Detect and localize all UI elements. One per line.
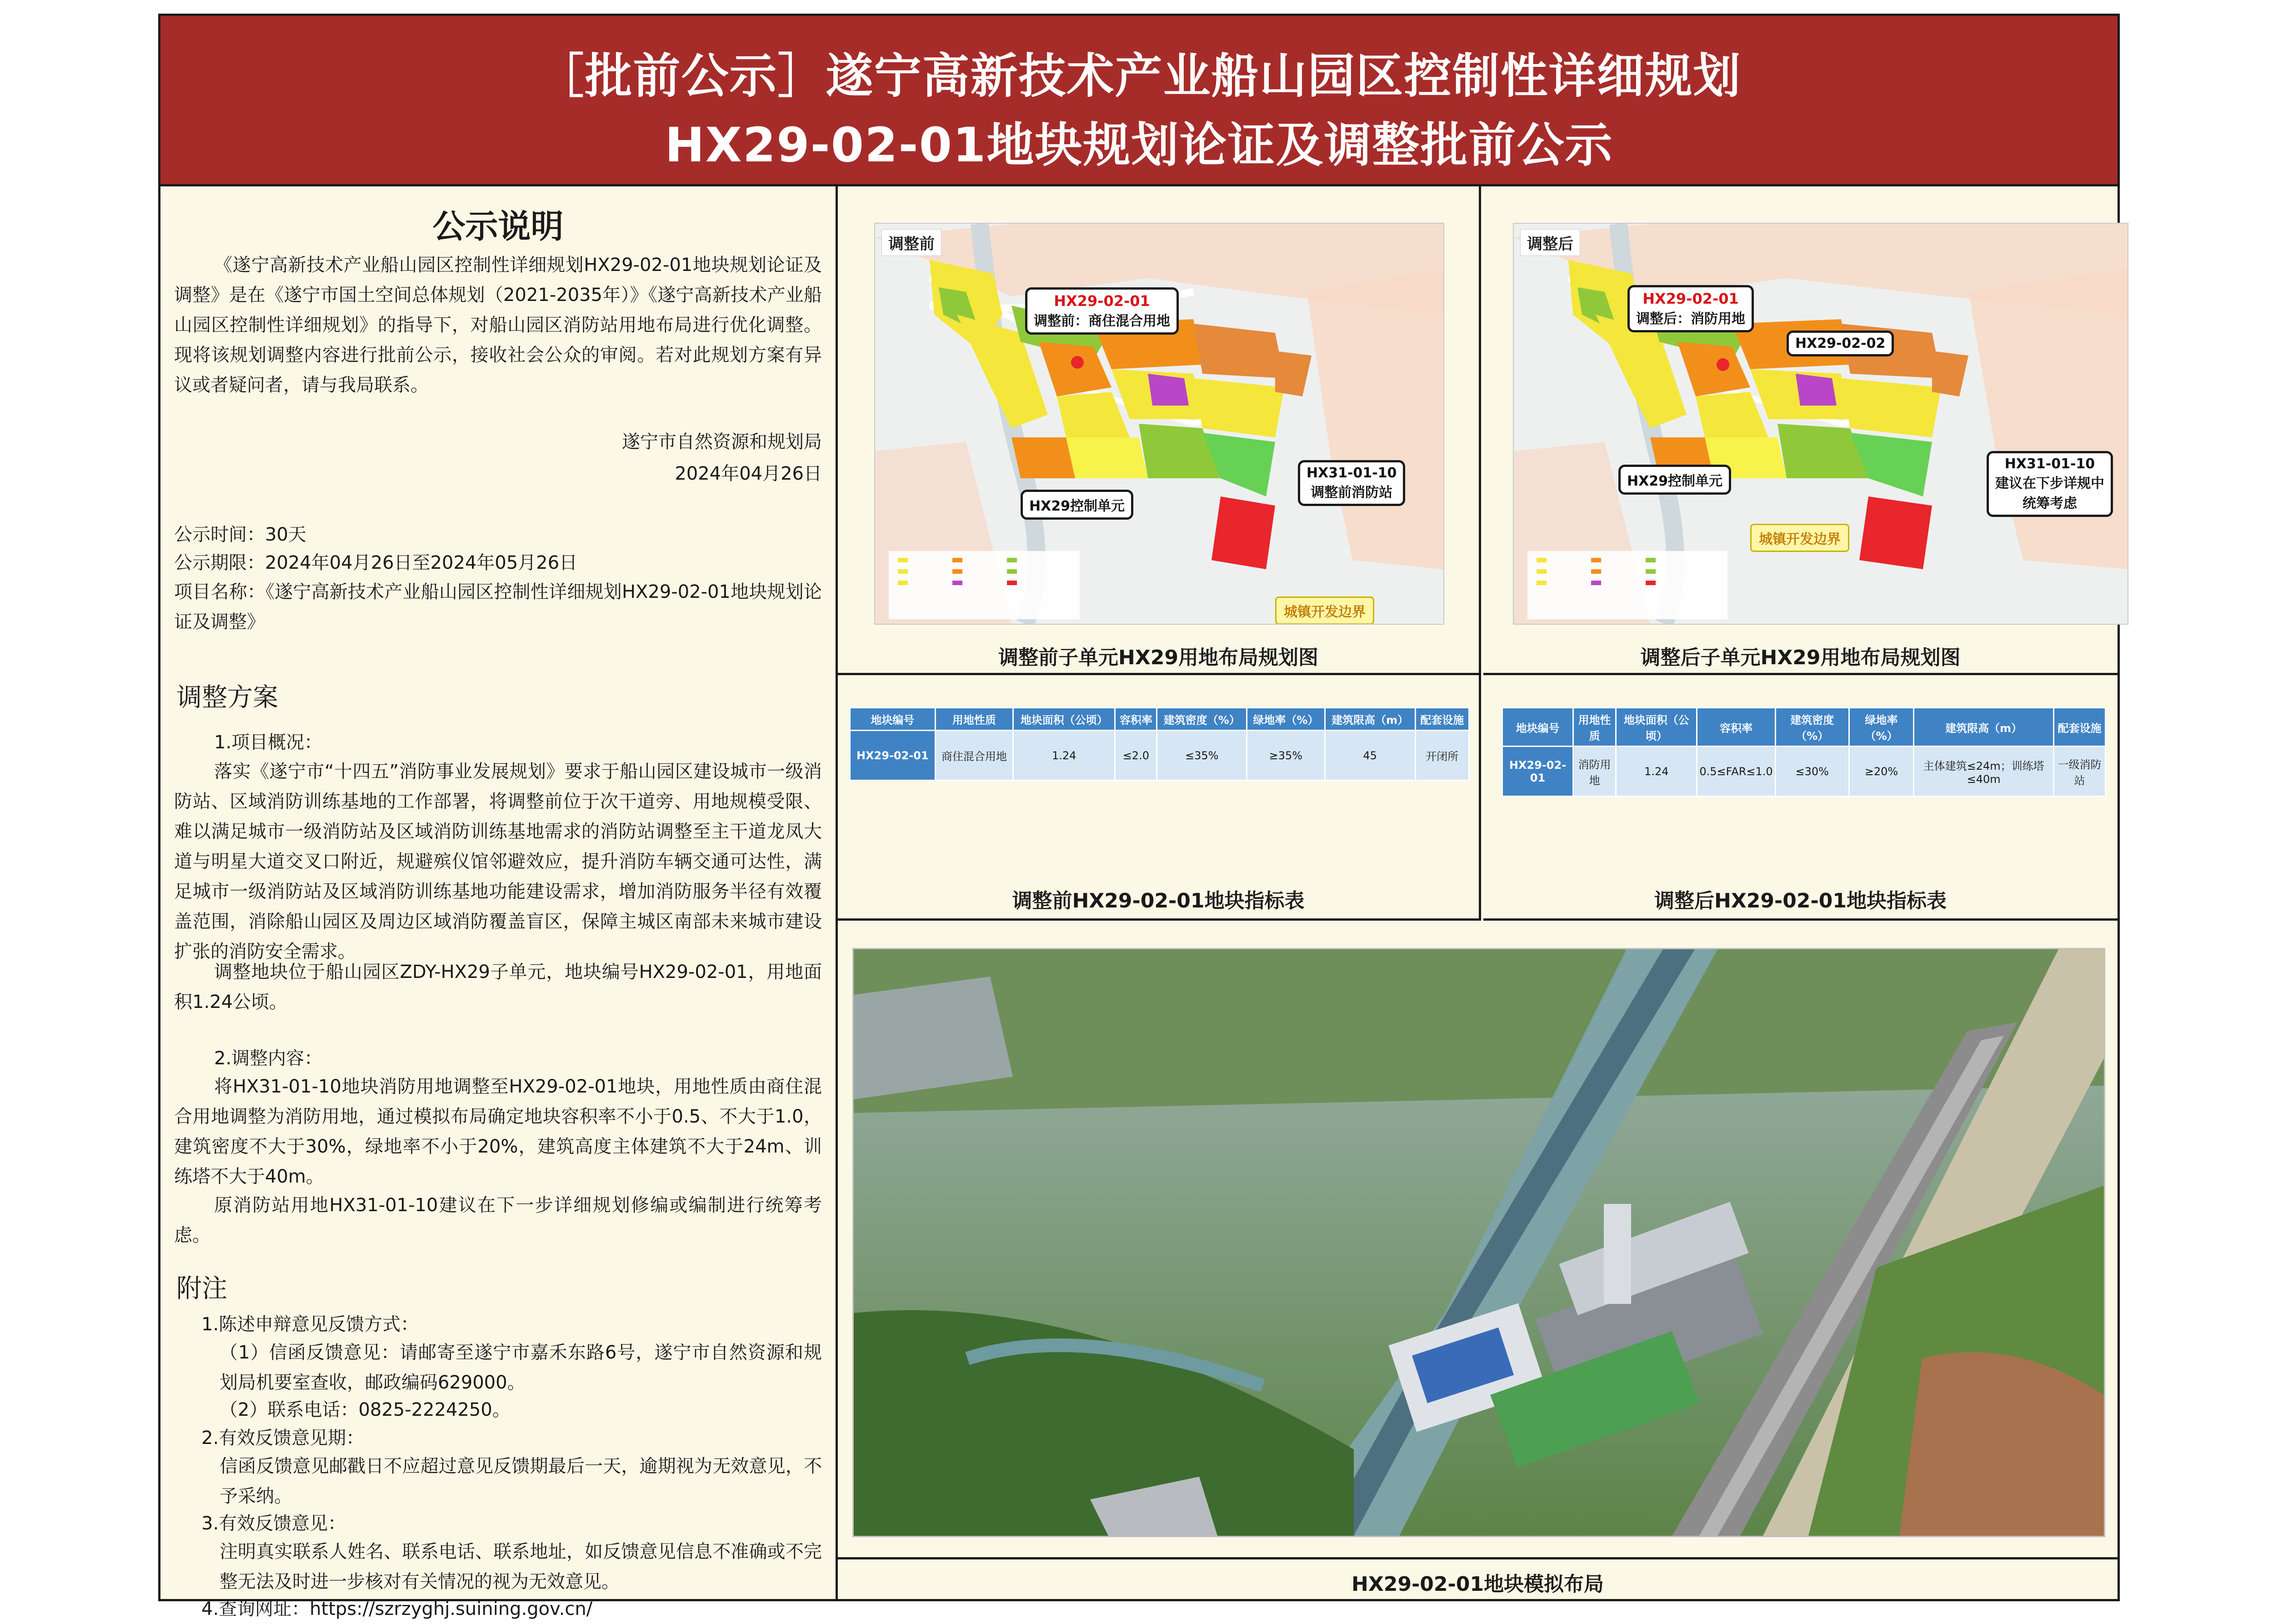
table-after-caption: 调整后HX29-02-01地块指标表 [1654,889,1947,912]
notice-project-name: 项目名称：《遂宁高新技术产业船山园区控制性详细规划HX29-02-01地块规划论证及调整》 [174,581,822,632]
note-item: 2.有效反馈意见期： [201,1428,365,1449]
map-before-label-text-2: 调整前消防站 [1311,485,1393,501]
notice-date: 2024年04月26日 [675,463,822,484]
map-before [874,223,1444,625]
table-after-header-row [1502,708,2106,747]
map-after-tag: 调整后 [1520,229,1580,256]
map-before-graphic [875,224,1443,624]
table-header-cell: 建筑限高（m） [1914,708,2054,747]
notice-period-range: 公示期限：2024年04月26日至2024年05月26日 [174,552,578,573]
table-header-cell: 容积率 [1697,708,1775,747]
table-cell: ≤35% [1157,731,1247,781]
table-cell: ≥20% [1849,747,1913,797]
map-after-caption: 调整后子单元HX29用地布局规划图 [1640,646,1961,669]
table-cell: 0.5≤FAR≤1.0 [1697,747,1775,797]
map-after-label-code: HX29-02-01 [1642,290,1739,307]
note-item: （1）信函反馈意见：请邮寄至遂宁市嘉禾东路6号，遂宁市自然资源和规划局机要室查收，邮政编码629000。 [220,1342,822,1393]
table-header-cell: 配套设施 [1415,708,1469,731]
table-header-cell: 配套设施 [2054,708,2106,747]
table-header-cell: 建筑密度（%） [1775,708,1849,747]
map-after-label-code-3: HX31-01-10 [2004,456,2095,472]
map-before-tag: 调整前 [881,229,941,256]
title-line-2: HX29-02-01地块规划论证及调整批前公示 [665,117,1613,173]
map-after-label-hx29-02-02: HX29-02-02 [1787,331,1894,356]
map-after-label-hx31-01-10 [1987,451,2113,517]
plan-heading: 调整方案 [176,683,278,712]
table-cell: 商住混合用地 [935,731,1013,781]
notice-heading: 公示说明 [432,207,564,246]
table-cell: 1.24 [1013,731,1115,781]
notice-issuer: 遂宁市自然资源和规划局 [622,431,822,452]
map-before-label-hx29-02-01 [1025,287,1179,335]
table-after [1502,707,2106,797]
map-after-label-text: 调整后：消防用地 [1636,311,1745,327]
map-before-label-hx31-01-10 [1298,460,1405,506]
plan-sub1-p2: 调整地块位于船山园区ZDY-HX29子单元，地块编号HX29-02-01，用地面积1.24公顷。 [174,962,822,1012]
site-rendering-image [852,948,2105,1537]
table-cell: HX29-02-01 [1502,747,1573,797]
table-header-cell: 地块面积（公顷） [1013,708,1115,731]
note-item: 信函反馈意见邮戳日不应超过意见反馈期最后一天，逾期视为无效意见，不予采纳。 [220,1456,822,1507]
map-after [1513,223,2128,625]
table-cell: HX29-02-01 [850,731,936,781]
left-column [160,186,838,1619]
notes-heading: 附注 [176,1274,227,1303]
note-item: 3.有效反馈意见： [201,1513,346,1534]
title-banner [160,16,2118,186]
title-line-1: ［批前公示］遂宁高新技术产业船山园区控制性详细规划 [536,48,1742,104]
table-header-cell: 地块编号 [1502,708,1573,747]
table-header-cell: 容积率 [1115,708,1157,731]
map-after-label-text-3a: 建议在下步详规中 [1995,476,2104,491]
map-before-caption: 调整前子单元HX29用地布局规划图 [998,646,1318,669]
plan-sub2-title: 2.调整内容： [214,1048,323,1069]
table-cell: 一级消防站 [2054,747,2106,797]
table-header-cell: 绿地率（%） [1849,708,1913,747]
map-before-label-text: 调整前：商住混合用地 [1034,313,1170,329]
map-after-label-unit: HX29控制单元 [1618,465,1731,495]
table-header-cell: 建筑密度（%） [1157,708,1247,731]
photo-caption-strip [838,1557,2118,1599]
map-after-boundary-tag: 城镇开发边界 [1750,524,1849,552]
table-header-cell: 用地性质 [1573,708,1616,747]
map-after-label-text-3b: 统筹考虑 [2023,496,2077,511]
map-after-panel [1483,186,2118,675]
notice-body: 《遂宁高新技术产业船山园区控制性详细规划HX29-02-01地块规划论证及调整》是在《遂宁市国土空间总体规划（2021-2035年）》《遂宁高新技术产业船山园区控制性详细规划》的指导下，对船山园区消防站用地布局进行优化调整。现将该规划调整内容进行批前公示，接收社会公众的审阅。若对此规划方案有异议或者疑问者，请与我局联系。 [174,255,822,396]
table-header-cell: 绿地率（%） [1247,708,1325,731]
plan-sub1-p1: 落实《遂宁市“十四五”消防事业发展规划》要求于船山园区建设城市一级消防站、区域消防训练基地的工作部署，将调整前位于次干道旁、用地规模受限、难以满足城市一级消防站及区域消防训练基地需求的消防站调整至主干道龙凤大道与明星大道交叉口附近，规避殡仪馆邻避效应，提升消防车辆交通可达性，满足城市一级消防站及区域消防训练基地功能建设需求，增加消防服务半径有效覆盖范围，消除船山园区及周边区域消防覆盖盲区，保障主城区南部未来城市建设扩张的消防安全需求。 [174,761,822,962]
site-rendering-graphic [854,949,2104,1536]
table-cell: ≤30% [1775,747,1849,797]
note-item: 1.陈述申辩意见反馈方式： [201,1314,419,1335]
table-row [1502,747,2106,797]
table-before-caption: 调整前HX29-02-01地块指标表 [1012,889,1305,912]
note-item: （2）联系电话：0825-2224250。 [220,1399,511,1420]
map-before-label-unit: HX29控制单元 [1021,490,1133,520]
note-item: 注明真实联系人姓名、联系电话、联系地址，如反馈意见信息不准确或不完整无法及时进一步核对有关情况的视为无效意见。 [220,1541,822,1592]
table-header-cell: 建筑限高（m） [1325,708,1415,731]
plan-sub1-title: 1.项目概况： [214,732,323,753]
table-cell: 开闭所 [1415,731,1469,781]
table-row [850,731,1469,781]
table-after-panel [1483,675,2118,921]
table-header-cell: 地块面积（公顷） [1616,708,1697,747]
table-before-panel [838,675,1481,921]
notice-period-days: 公示时间：30天 [174,524,306,545]
map-after-label-hx29-02-01 [1627,285,1754,332]
table-header-cell: 地块编号 [850,708,936,731]
table-cell: 1.24 [1616,747,1697,797]
photo-caption: HX29-02-01地块模拟布局 [1352,1573,1604,1596]
table-before [849,707,1470,781]
map-after-graphic [1514,224,2128,624]
map-before-label-code-2: HX31-01-10 [1307,465,1397,481]
table-cell: ≥35% [1247,731,1325,781]
plan-sub2-p2: 原消防站用地HX31-01-10建议在下一步详细规划修编或编制进行统筹考虑。 [174,1195,822,1246]
table-cell: 45 [1325,731,1415,781]
map-before-label-code: HX29-02-01 [1054,292,1150,310]
plan-sub2-p1: 将HX31-01-10地块消防用地调整至HX29-02-01地块，用地性质由商住混合用地调整为消防用地，通过模拟布局确定地块容积率不小于0.5、不大于1.0，建筑密度不大于30%，绿地率不小于20%，建筑高度主体建筑不大于24m、训练塔不大于40m。 [174,1076,822,1187]
note-item: 4.查询网址：https://szrzyghj.suining.gov.cn/ [201,1599,593,1619]
map-before-boundary-tag: 城镇开发边界 [1275,596,1374,625]
table-cell: 消防用地 [1573,747,1616,797]
table-header-cell: 用地性质 [935,708,1013,731]
map-before-panel [838,186,1481,675]
table-before-header-row [850,708,1469,731]
table-cell: 主体建筑≤24m；训练塔≤40m [1914,747,2054,797]
table-cell: ≤2.0 [1115,731,1157,781]
